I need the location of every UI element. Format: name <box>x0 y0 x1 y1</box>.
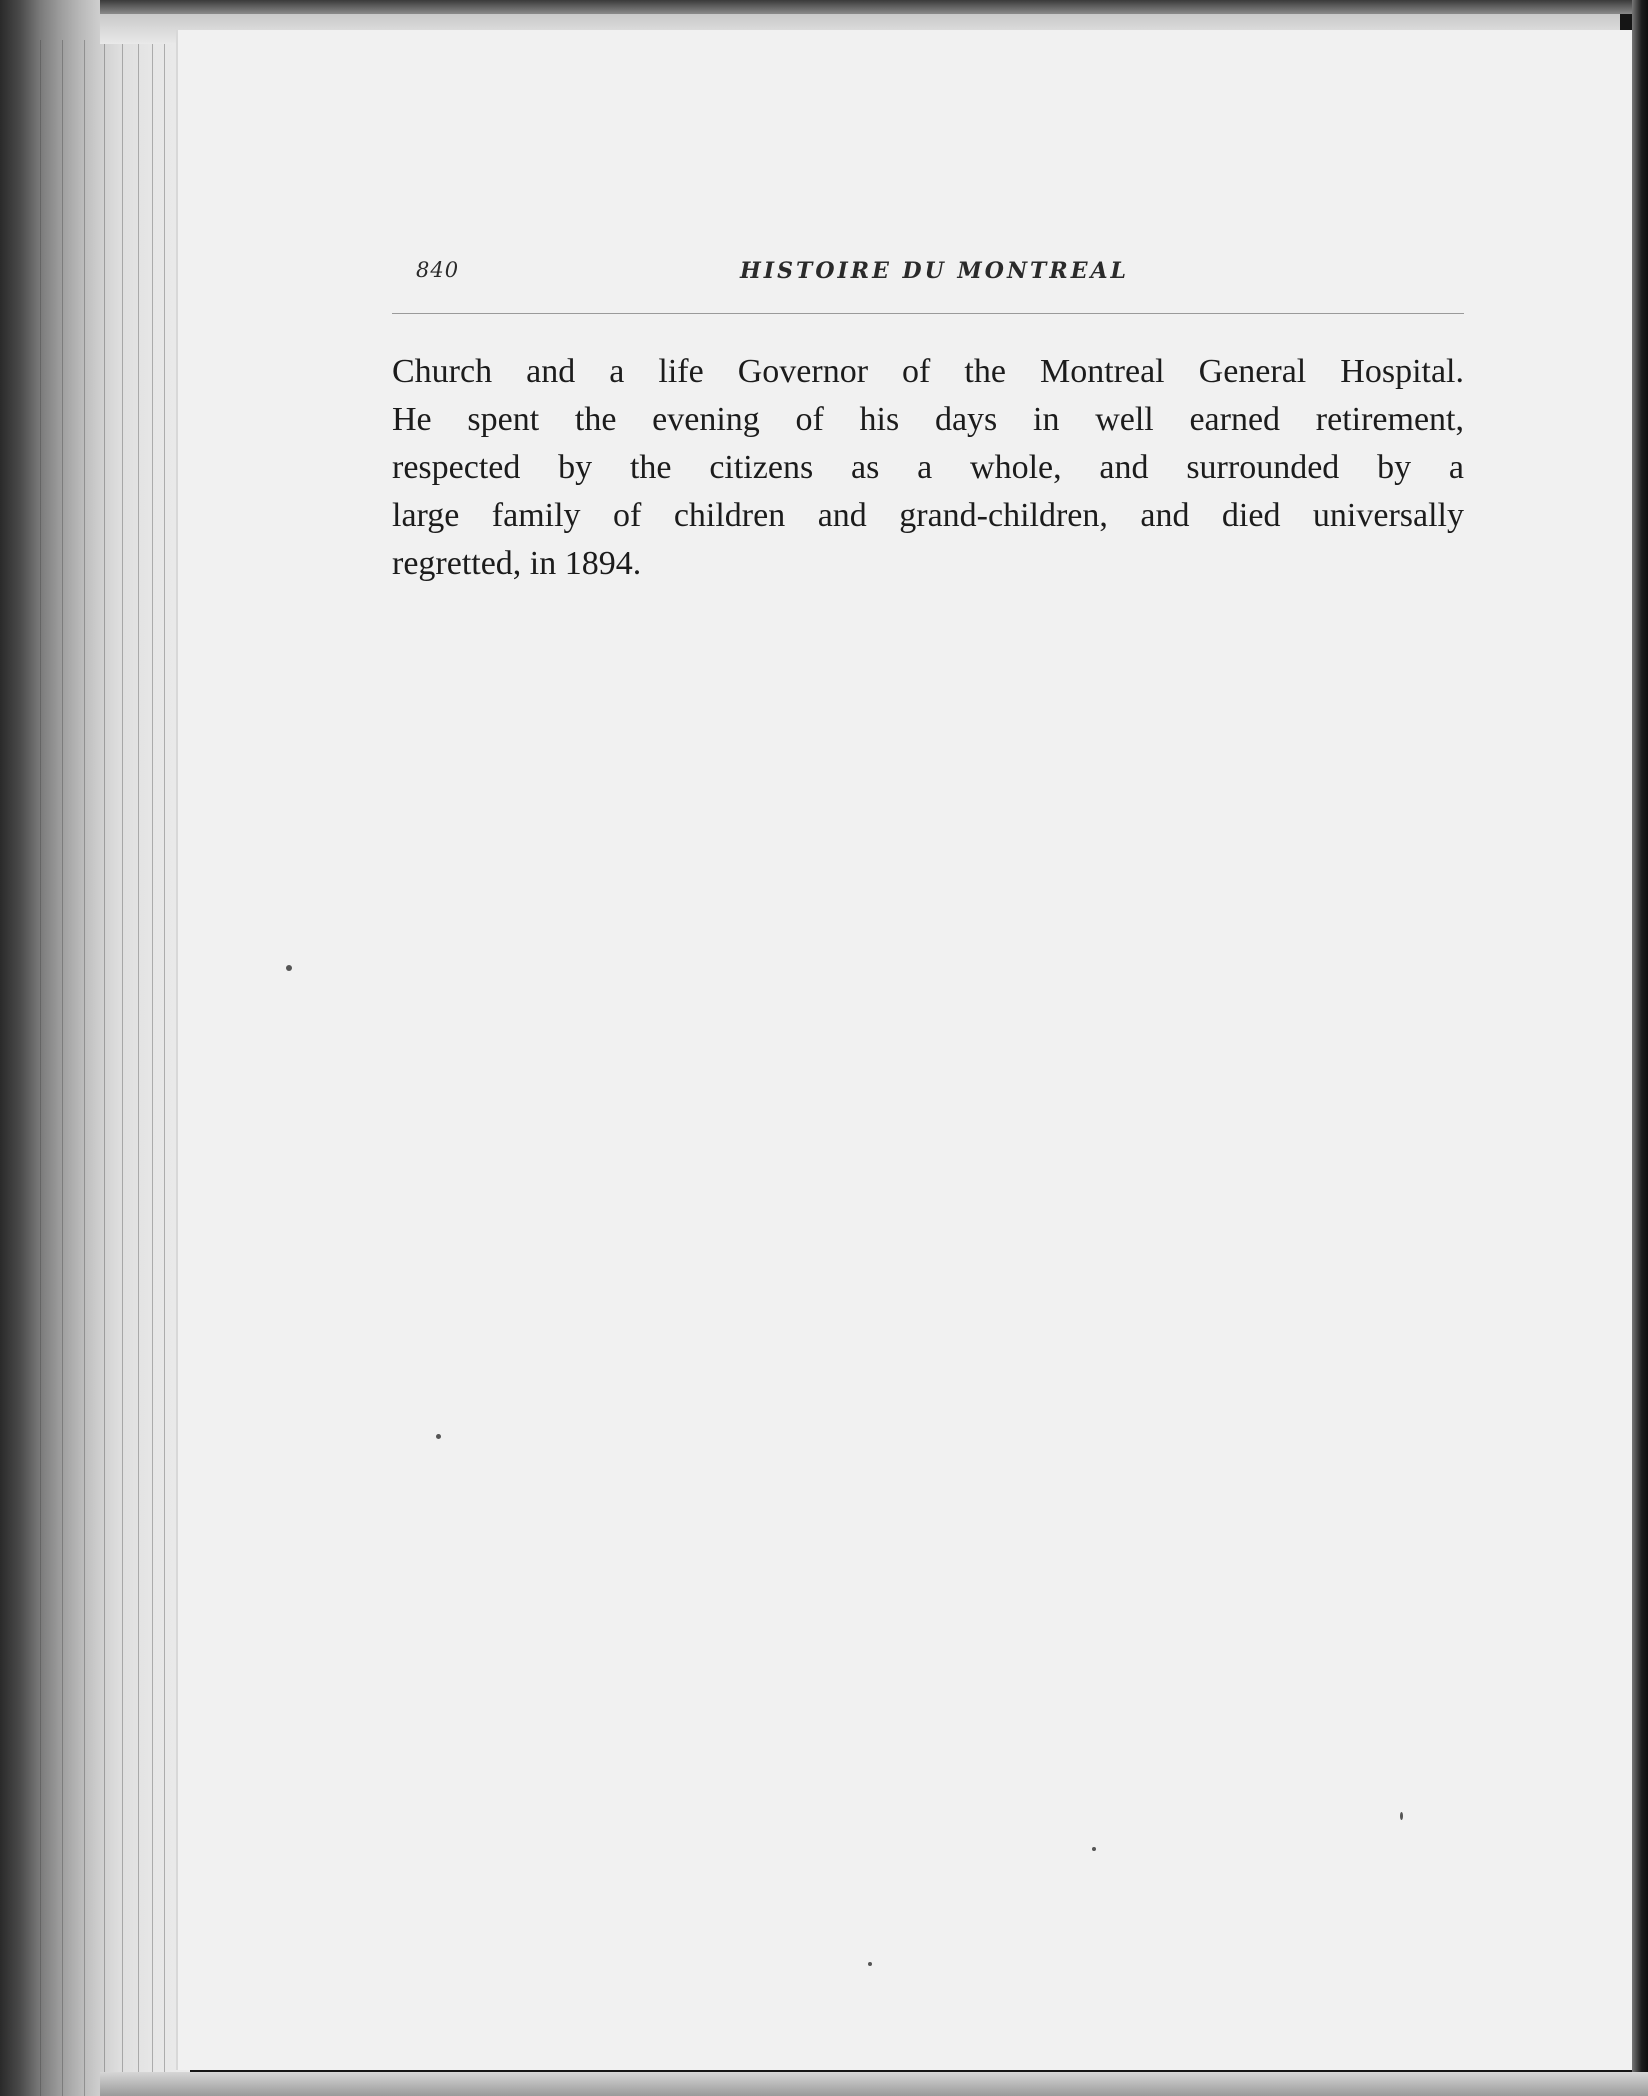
body-paragraph <box>392 348 1464 588</box>
scan-speck <box>868 1962 872 1966</box>
scan-speck <box>1400 1812 1403 1820</box>
text-line: Church and a life Governor of the Montreal General Hospital. <box>392 353 1464 390</box>
bottom-page-edge <box>100 2072 1648 2096</box>
scan-speck <box>1092 1847 1096 1851</box>
top-binding-strip <box>100 0 1648 14</box>
scan-speck <box>436 1434 441 1439</box>
running-head: HISTOIRE DU MONTREAL <box>740 258 1130 284</box>
text-line: large family of children and grand-children, and died universally <box>392 497 1464 534</box>
page-number: 840 <box>416 258 460 282</box>
text-line: regretted, in 1894. <box>392 545 642 582</box>
page-header <box>392 254 1464 294</box>
scan-speck <box>286 965 292 971</box>
header-rule <box>392 313 1464 314</box>
text-line: respected by the citizens as a whole, and surrounded by a <box>392 449 1464 486</box>
right-binding-edge <box>1632 0 1648 2096</box>
page-stack-edge <box>0 0 190 2096</box>
book-page <box>176 30 1648 2070</box>
text-line: He spent the evening of his days in well earned retirement, <box>392 401 1464 438</box>
